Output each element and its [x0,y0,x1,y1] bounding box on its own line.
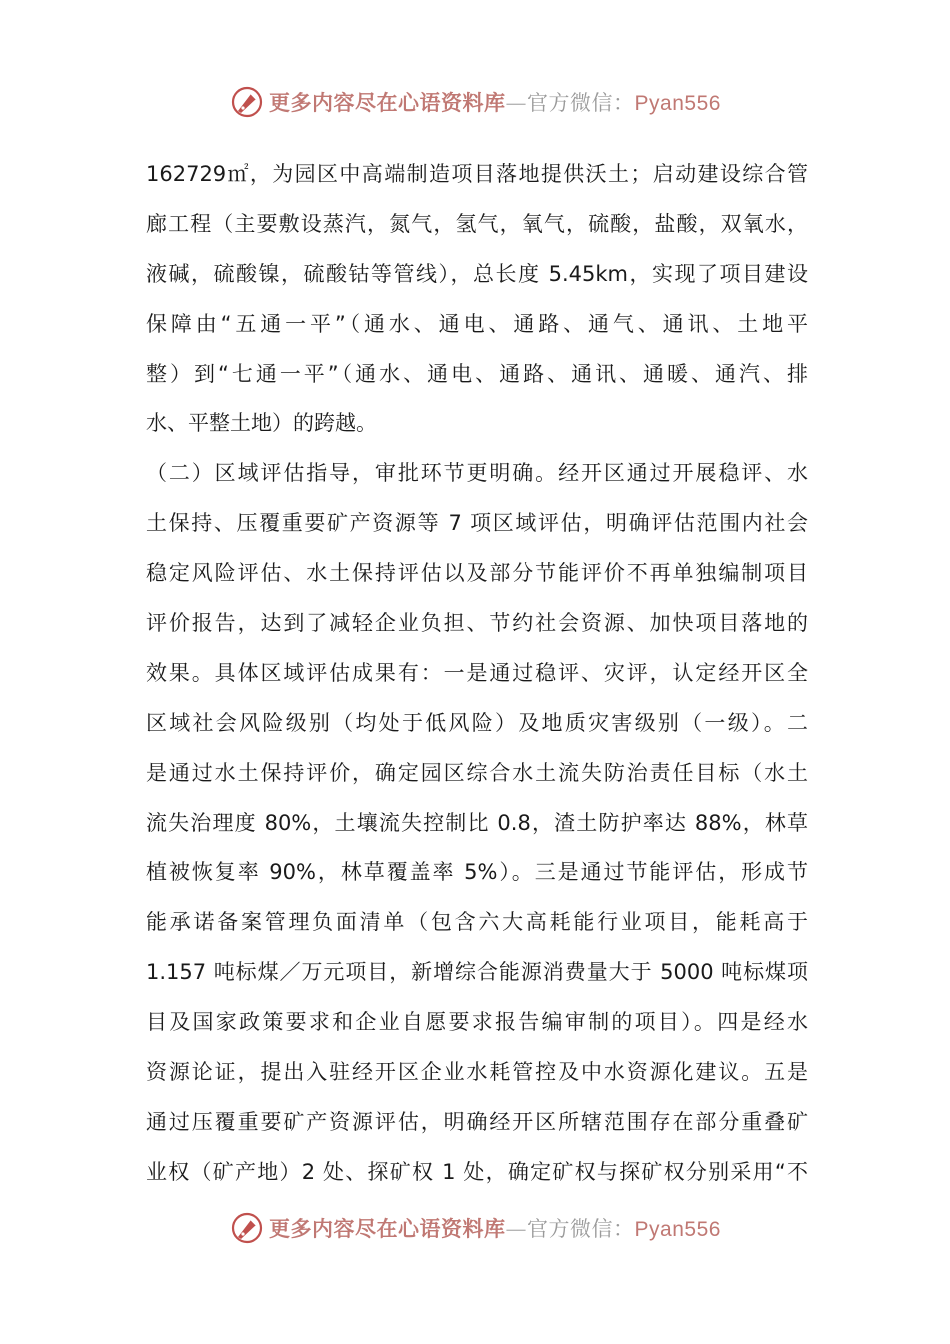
text-line: （二）区域评估指导，审批环节更明确。经开区通过开展稳评、水 [146,461,808,486]
document-body [146,150,808,1198]
text-line: 植被恢复率 90%，林草覆盖率 5%）。三是通过节能评估，形成节 [146,860,808,885]
text-line: 水、平整土地）的跨越。 [146,411,377,436]
footer-banner [0,1208,950,1248]
footer-brand: 更多内容尽在心语资料库 [269,1216,506,1241]
text-line: 目及国家政策要求和企业自愿要求报告编审制的项目）。四是经水 [146,1010,808,1035]
text-line: 资源论证，提出入驻经开区企业水耗管控及中水资源化建议。五是 [146,1060,808,1085]
pen-nib-logo-icon [229,1210,265,1246]
text-line: 土保持、压覆重要矿产资源等 7 项区域评估，明确评估范围内社会 [146,511,808,536]
text-line: 1.157 吨标煤／万元项目，新增综合能源消费量大于 5000 吨标煤项 [146,960,808,985]
text-line: 评价报告，达到了减轻企业负担、节约社会资源、加快项目落地的 [146,611,808,636]
header-separator: — [505,91,528,115]
text-line: 液碱，硫酸镍，硫酸钴等管线），总长度 5.45km，实现了项目建设 [146,261,808,286]
header-slogan [269,87,721,117]
footer-slogan [269,1213,721,1243]
header-banner [0,82,950,122]
footer-separator: — [505,1217,528,1241]
text-line: 业权（矿产地）2 处、探矿权 1 处，确定矿权与探矿权分别采用“不 [146,1159,808,1184]
header-wechat-id: Pyan556 [634,92,721,115]
footer-official-label: 官方微信： [527,1217,635,1241]
text-line: 廊工程（主要敷设蒸汽，氮气，氢气，氧气，硫酸，盐酸，双氧水， [146,211,808,236]
text-line: 流失治理度 80%，土壤流失控制比 0.8，渣土防护率达 88%，林草 [146,810,808,835]
text-line: 是通过水土保持评价，确定园区综合水土流失防治责任目标（水土 [146,760,808,785]
text-line: 稳定风险评估、水土保持评估以及部分节能评价不再单独编制项目 [146,561,808,586]
text-line: 能承诺备案管理负面清单（包含六大高耗能行业项目，能耗高于 [146,910,808,935]
header-official-label: 官方微信： [527,91,635,115]
text-line: 效果。具体区域评估成果有：一是通过稳评、灾评，认定经开区全 [146,660,808,685]
pen-nib-logo-icon [229,84,265,120]
header-brand: 更多内容尽在心语资料库 [269,90,506,115]
text-line: 通过压覆重要矿产资源评估，明确经开区所辖范围存在部分重叠矿 [146,1109,808,1134]
text-line: 保障由“五通一平”（通水、通电、通路、通气、通讯、土地平 [146,311,808,336]
text-line: 区域社会风险级别（均处于低风险）及地质灾害级别（一级）。二 [146,710,808,735]
text-line: 162729㎡，为园区中高端制造项目落地提供沃土；启动建设综合管 [146,162,808,186]
footer-wechat-id: Pyan556 [634,1218,721,1241]
text-line: 整）到“七通一平”（通水、通电、通路、通讯、通暖、通汽、排 [146,361,808,386]
